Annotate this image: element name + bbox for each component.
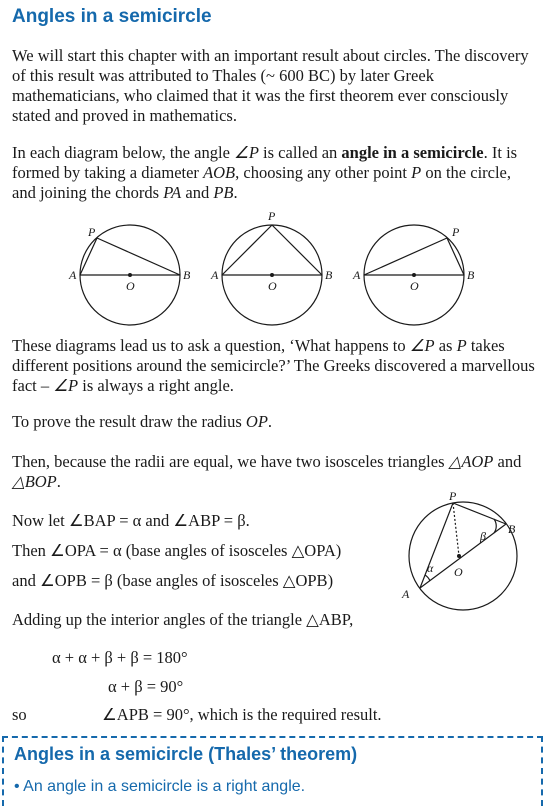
proof-line-3: and ∠OPB = β (base angles of isosceles △OPB) bbox=[12, 571, 334, 590]
equation-3: ∠APB = 90°, which is the required result. bbox=[102, 705, 382, 724]
math-run: PB bbox=[213, 183, 234, 202]
chord-pb-3 bbox=[447, 238, 464, 275]
text-run: is always a right angle. bbox=[78, 376, 234, 395]
math-run: ∠P bbox=[53, 376, 79, 395]
question-paragraph bbox=[12, 336, 537, 396]
text-run: . bbox=[267, 412, 273, 431]
label-a: A bbox=[402, 587, 410, 601]
chord-pa-1 bbox=[80, 238, 97, 275]
math-run: △AOP bbox=[448, 452, 494, 471]
text-run: is called an bbox=[258, 143, 342, 162]
chord-pb-2 bbox=[272, 225, 322, 275]
label-o-1: O bbox=[126, 279, 135, 293]
math-run: PA bbox=[163, 183, 182, 202]
centre-dot-1 bbox=[128, 273, 132, 277]
label-b: B bbox=[508, 522, 516, 536]
label-o: O bbox=[454, 565, 463, 579]
label-a-2: A bbox=[211, 268, 219, 282]
label-a-1: A bbox=[69, 268, 77, 282]
label-p: P bbox=[449, 490, 457, 503]
equation-2: α + β = 90° bbox=[108, 677, 184, 696]
alpha-arc bbox=[425, 575, 430, 581]
text-run: and bbox=[181, 183, 214, 202]
text-run: Then, because the radii are equal, we have two isosceles triangles bbox=[12, 452, 449, 471]
isosceles-paragraph bbox=[12, 452, 527, 492]
text-run: . bbox=[233, 183, 238, 202]
text-run: as bbox=[434, 336, 457, 355]
label-alpha: α bbox=[427, 561, 434, 575]
semicircle-diagrams bbox=[60, 208, 500, 333]
theorem-statement: • An angle in a semicircle is a right angle. bbox=[14, 778, 306, 795]
text-run: on the circle, and joining the chords bbox=[12, 163, 512, 202]
label-o-2: O bbox=[268, 279, 277, 293]
math-run: ∠P bbox=[234, 143, 259, 162]
section-heading: Angles in a semicircle bbox=[12, 6, 212, 27]
chord-pb-1 bbox=[97, 238, 180, 275]
math-run: △BOP bbox=[12, 472, 57, 491]
bold-term: angle in a semicircle bbox=[341, 143, 484, 162]
text-run: . It is formed by taking a diameter bbox=[12, 143, 518, 182]
centre-dot-3 bbox=[412, 273, 416, 277]
label-b-2: B bbox=[325, 268, 333, 282]
label-p-2: P bbox=[268, 209, 276, 223]
label-p-1: P bbox=[88, 225, 96, 239]
centre-dot bbox=[457, 554, 461, 558]
text-run: takes different positions around the semicircle?’ The Greeks discovered a marvellous fact – bbox=[12, 336, 535, 395]
text-run: These diagrams lead us to ask a question, ‘What happens to bbox=[12, 336, 410, 355]
chord-pa-2 bbox=[222, 225, 272, 275]
equation-1: α + α + β + β = 180° bbox=[52, 648, 188, 667]
proof-diagram bbox=[398, 490, 538, 615]
so-label: so bbox=[12, 705, 27, 724]
text-run: , choosing any other point bbox=[235, 163, 412, 182]
label-p-3: P bbox=[452, 225, 460, 239]
math-run: P bbox=[411, 163, 422, 182]
text-run: To prove the result draw the radius bbox=[12, 412, 246, 431]
intro-paragraph: We will start this chapter with an important result about circles. The discovery of this result was attributed to Thales (~ 600 BC) by later Greek mathematicians, who claimed that it was the first theorem ever consciously stated and proved in mathematics. bbox=[12, 46, 529, 125]
label-o-3: O bbox=[410, 279, 419, 293]
text-run: In each diagram below, the angle bbox=[12, 143, 235, 162]
centre-dot-2 bbox=[270, 273, 274, 277]
radius-paragraph bbox=[12, 412, 537, 432]
math-run: OP bbox=[245, 412, 268, 431]
proof-line-2: Then ∠OPA = α (base angles of isosceles △OPA) bbox=[12, 541, 342, 560]
math-run: ∠P bbox=[409, 336, 435, 355]
proof-line-4: Adding up the interior angles of the triangle △ABP, bbox=[12, 610, 354, 629]
definition-paragraph bbox=[12, 143, 537, 203]
math-run: AOB bbox=[203, 163, 236, 182]
radius-op bbox=[453, 503, 459, 556]
label-b-1: B bbox=[183, 268, 191, 282]
label-a-3: A bbox=[353, 268, 361, 282]
label-beta: β bbox=[480, 529, 486, 543]
math-run: P bbox=[456, 336, 467, 355]
chord-pb bbox=[453, 503, 506, 524]
proof-line-1: Now let ∠BAP = α and ∠ABP = β. bbox=[12, 511, 250, 530]
theorem-title: Angles in a semicircle (Thales’ theorem) bbox=[14, 744, 358, 764]
label-b-3: B bbox=[467, 268, 475, 282]
chord-pa-3 bbox=[364, 238, 447, 275]
text-run: and bbox=[493, 452, 522, 471]
text-run: . bbox=[56, 472, 61, 491]
theorem-box bbox=[2, 736, 543, 806]
